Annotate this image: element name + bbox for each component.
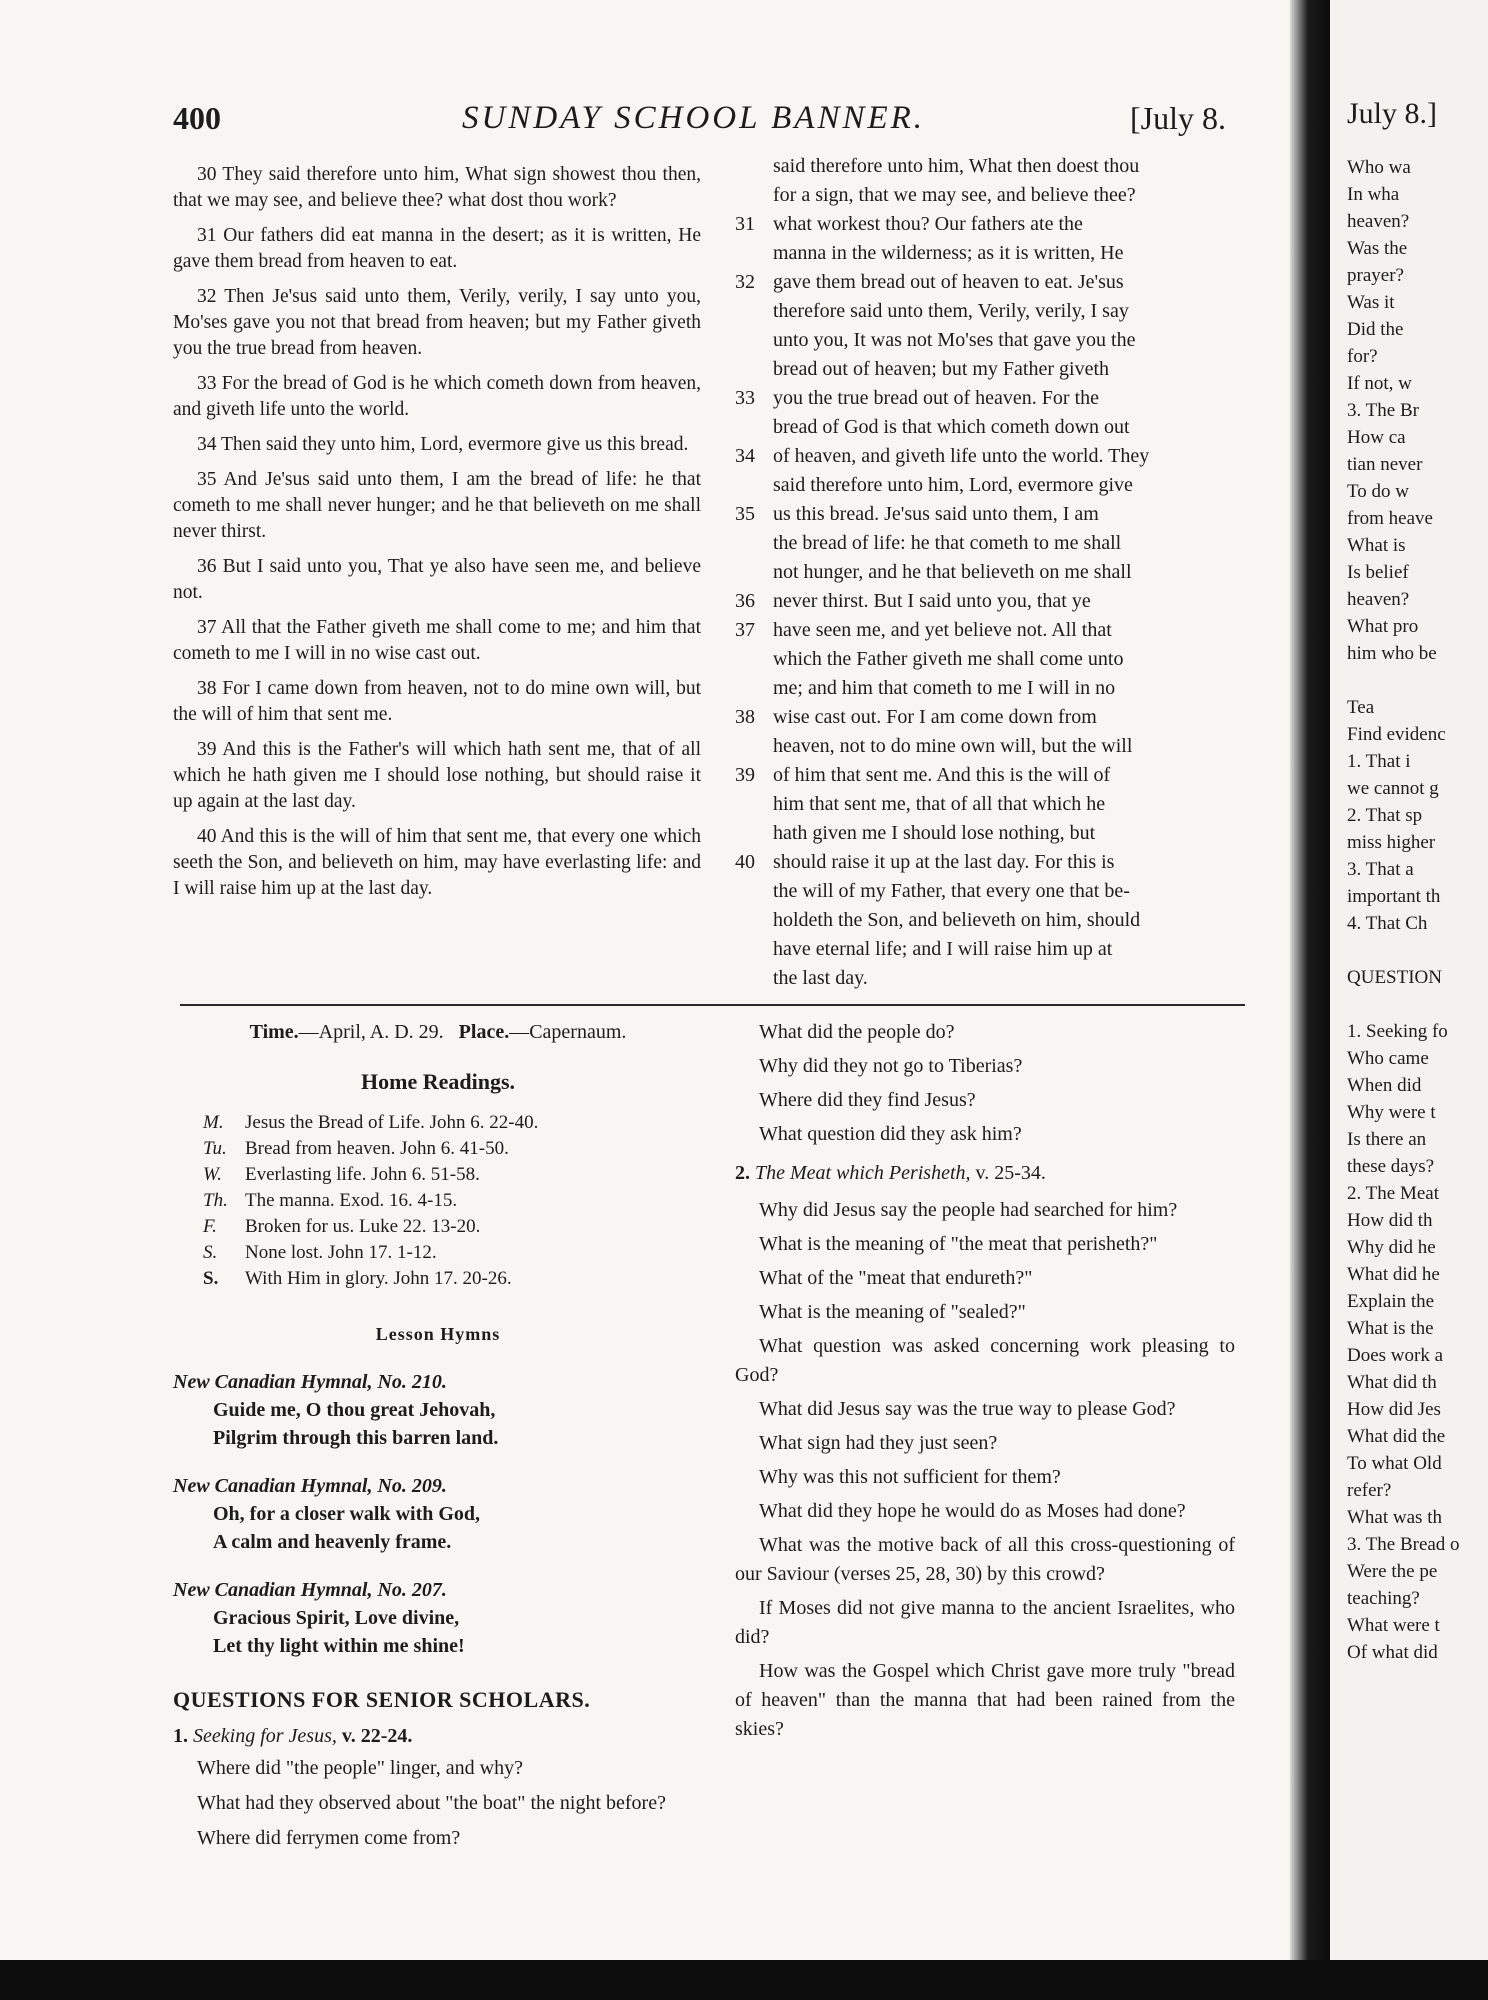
section-divider xyxy=(180,1004,1245,1006)
verse-text: bread out of heaven; but my Father giveth xyxy=(773,358,1110,380)
question: What did Jesus say was the true way to please God? xyxy=(759,1398,1176,1420)
right-page-line: him who be xyxy=(1347,643,1437,664)
lesson-hymns-heading: Lesson Hymns xyxy=(375,1324,501,1344)
time-place-line xyxy=(173,1018,703,1046)
verse-text: me; and him that cometh to me I will in no xyxy=(773,677,1116,699)
verse-text: bread of God is that which cometh down out xyxy=(773,416,1130,438)
hymn-line: Oh, for a closer walk with God, xyxy=(213,1503,481,1525)
right-page-line xyxy=(1347,991,1488,1018)
verse-text: unto you, It was not Mo'ses that gave you the xyxy=(773,329,1136,351)
verse-number: 39 xyxy=(735,764,755,786)
reading-text: None lost. John 17. 1-12. xyxy=(245,1242,437,1263)
right-page-line: What was th xyxy=(1347,1507,1442,1528)
verse-number: 34 xyxy=(735,445,755,467)
verse-text: not hunger, and he that believeth on me shall xyxy=(773,561,1132,583)
hymn-line: A calm and heavenly frame. xyxy=(213,1531,452,1553)
reading-text: Everlasting life. John 6. 51-58. xyxy=(245,1164,480,1185)
right-page-line: for? xyxy=(1347,346,1378,367)
verse-line xyxy=(735,906,1240,935)
section-heading xyxy=(735,1159,1235,1188)
question: What did the people do? xyxy=(759,1021,955,1043)
section-title: The Meat which Perisheth, xyxy=(755,1162,971,1184)
verse-paragraph: 37 All that the Father giveth me shall come to me; and him that cometh to me I will in no wise cast out. xyxy=(173,617,701,664)
question: Where did ferrymen come from? xyxy=(197,1827,461,1849)
verse-line xyxy=(735,616,1240,645)
right-page-line: Was the xyxy=(1347,238,1408,259)
verse-text: which the Father giveth me shall come unto xyxy=(773,648,1124,670)
right-page-line: 2. The Meat xyxy=(1347,1183,1439,1204)
right-page-line: What did he xyxy=(1347,1264,1440,1285)
question: Where did "the people" linger, and why? xyxy=(197,1757,523,1779)
verse-text: have seen me, and yet believe not. All that xyxy=(773,619,1112,641)
verse-number: 33 xyxy=(735,387,755,409)
right-page-line: refer? xyxy=(1347,1480,1392,1501)
verse-text: gave them bread out of heaven to eat. Je'sus xyxy=(773,271,1124,293)
place-value: —Capernaum. xyxy=(509,1021,627,1043)
verse-line xyxy=(735,268,1240,297)
reading-item xyxy=(173,1162,703,1188)
verse-line xyxy=(735,877,1240,906)
right-page-line: In wha xyxy=(1347,184,1400,205)
right-page-line: 4. That Ch xyxy=(1347,913,1428,934)
verse-line xyxy=(735,152,1240,181)
right-page-line: If not, w xyxy=(1347,373,1412,394)
right-page-line: What did th xyxy=(1347,1372,1437,1393)
verse-line xyxy=(735,732,1240,761)
right-page-line: When did xyxy=(1347,1075,1422,1096)
verse-number: 40 xyxy=(735,851,755,873)
right-page-line: Find evidenc xyxy=(1347,724,1446,745)
right-page-line: these days? xyxy=(1347,1156,1435,1177)
right-page-line: How did th xyxy=(1347,1210,1433,1231)
verse-number: 35 xyxy=(735,503,755,525)
right-page-line: heaven? xyxy=(1347,211,1410,232)
verse-text: the last day. xyxy=(773,967,868,989)
right-page-line: teaching? xyxy=(1347,1588,1420,1609)
verse-text: hath given me I should lose nothing, but xyxy=(773,822,1096,844)
right-page-line: Tea xyxy=(1347,697,1375,718)
question: What was the motive back of all this cross-questioning of our Saviour (verses 25, 28, 30) by this crowd? xyxy=(735,1534,1235,1585)
scripture-kjv-column xyxy=(173,162,701,911)
verse-line xyxy=(735,935,1240,964)
right-page-line: Was it xyxy=(1347,292,1395,313)
hymn-line: Pilgrim through this barren land. xyxy=(213,1427,499,1449)
hymn-entry xyxy=(173,1368,703,1452)
question: What sign had they just seen? xyxy=(759,1432,998,1454)
verse-line xyxy=(735,587,1240,616)
right-page-line: from heave xyxy=(1347,508,1433,529)
verse-text: therefore said unto them, Verily, verily, I say xyxy=(773,300,1129,322)
question: Why did they not go to Tiberias? xyxy=(759,1055,1023,1077)
right-page-line: What did the xyxy=(1347,1426,1446,1447)
verse-line xyxy=(735,500,1240,529)
time-label: Time. xyxy=(249,1021,299,1043)
right-page-line: important th xyxy=(1347,886,1441,907)
verse-paragraph: 31 Our fathers did eat manna in the desert; as it is written, He gave them bread from heaven to eat. xyxy=(173,225,701,272)
verse-line xyxy=(735,645,1240,674)
right-page-line: What is xyxy=(1347,535,1406,556)
home-readings-heading: Home Readings. xyxy=(361,1069,515,1094)
book-gutter xyxy=(1290,0,1330,2000)
right-page-line: Why did he xyxy=(1347,1237,1436,1258)
page-title: SUNDAY SCHOOL BANNER. xyxy=(462,100,926,136)
verse-number: 32 xyxy=(735,271,755,293)
reading-day: S. xyxy=(203,1242,218,1263)
verse-text: said therefore unto him, What then doest thou xyxy=(773,155,1140,177)
right-page-line: 3. The Bread o xyxy=(1347,1534,1460,1555)
verse-line xyxy=(735,819,1240,848)
hymn-line: Gracious Spirit, Love divine, xyxy=(213,1607,460,1629)
question: If Moses did not give manna to the ancient Israelites, who did? xyxy=(735,1597,1235,1648)
page-date: [July 8. xyxy=(1130,100,1226,136)
verse-line xyxy=(735,181,1240,210)
right-page-line: What were t xyxy=(1347,1615,1440,1636)
verse-line xyxy=(735,239,1240,268)
reading-day: W. xyxy=(203,1164,222,1185)
reading-item xyxy=(173,1188,703,1214)
hymn-line: Guide me, O thou great Jehovah, xyxy=(213,1399,496,1421)
right-page-line: How did Jes xyxy=(1347,1399,1441,1420)
right-page-line: To what Old xyxy=(1347,1453,1442,1474)
right-page-line: What is the xyxy=(1347,1318,1434,1339)
verse-line xyxy=(735,848,1240,877)
question: Why did Jesus say the people had searched for him? xyxy=(759,1199,1178,1221)
question: What is the meaning of "the meat that perisheth?" xyxy=(759,1233,1158,1255)
senior-questions-heading: QUESTIONS FOR SENIOR SCHOLARS. xyxy=(173,1687,591,1712)
question: What did they hope he would do as Moses had done? xyxy=(759,1500,1186,1522)
reading-item xyxy=(173,1136,703,1162)
verse-text: should raise it up at the last day. For this is xyxy=(773,851,1115,873)
reading-text: Bread from heaven. John 6. 41-50. xyxy=(245,1138,509,1159)
right-page-line: 3. That a xyxy=(1347,859,1414,880)
reading-item xyxy=(173,1110,703,1136)
verse-paragraph: 30 They said therefore unto him, What sign showest thou then, that we may see, and believe thee? what dost thou work? xyxy=(173,164,701,211)
verse-paragraph: 33 For the bread of God is he which cometh down from heaven, and giveth life unto the world. xyxy=(173,373,701,420)
verse-text: of him that sent me. And this is the will of xyxy=(773,764,1111,786)
reading-day: Th. xyxy=(203,1190,228,1211)
verse-line xyxy=(735,326,1240,355)
verse-line xyxy=(735,703,1240,732)
right-page-line: 1. Seeking fo xyxy=(1347,1021,1448,1042)
verse-line xyxy=(735,674,1240,703)
right-page-line: heaven? xyxy=(1347,589,1410,610)
verse-text: him that sent me, that of all that which he xyxy=(773,793,1106,815)
question: What question was asked concerning work pleasing to God? xyxy=(735,1335,1235,1386)
verse-text: you the true bread out of heaven. For the xyxy=(773,387,1100,409)
section-ref: v. 22-24. xyxy=(341,1725,413,1747)
verse-paragraph: 38 For I came down from heaven, not to do mine own will, but the will of him that sent me. xyxy=(173,678,701,725)
question: What question did they ask him? xyxy=(759,1123,1022,1145)
reading-text: Jesus the Bread of Life. John 6. 22-40. xyxy=(245,1112,539,1133)
scan-border xyxy=(0,1960,1488,2000)
hymn-source: New Canadian Hymnal, No. 209. xyxy=(173,1475,447,1497)
hymn-entry xyxy=(173,1576,703,1660)
right-page-text xyxy=(1347,97,1488,1666)
verse-text: us this bread. Je'sus said unto them, I am xyxy=(773,503,1099,525)
verse-text: never thirst. But I said unto you, that ye xyxy=(773,590,1091,612)
right-page-line: What pro xyxy=(1347,616,1419,637)
section-number: 2. xyxy=(735,1162,750,1184)
verse-paragraph: 39 And this is the Father's will which hath sent me, that of all which he hath given me I should lose nothing, but should raise it up again at the last day. xyxy=(173,739,701,812)
verse-line xyxy=(735,558,1240,587)
verse-paragraph: 36 But I said unto you, That ye also have seen me, and believe not. xyxy=(173,556,701,603)
right-page-line: 2. That sp xyxy=(1347,805,1423,826)
verse-text: manna in the wilderness; as it is written, He xyxy=(773,242,1124,264)
right-page-line: 1. That i xyxy=(1347,751,1411,772)
right-page-line: 3. The Br xyxy=(1347,400,1419,421)
question: What had they observed about "the boat" the night before? xyxy=(197,1792,666,1814)
verse-paragraph: 32 Then Je'sus said unto them, Verily, verily, I say unto you, Mo'ses gave you not that bread from heaven; but my Father giveth you the true bread from heaven. xyxy=(173,286,701,359)
right-page-line: Who came xyxy=(1347,1048,1429,1069)
right-page-line: Of what did xyxy=(1347,1642,1438,1663)
right-page-line: QUESTION xyxy=(1347,967,1442,988)
verse-line xyxy=(735,790,1240,819)
reading-item xyxy=(173,1266,703,1292)
right-page-line: To do w xyxy=(1347,481,1410,502)
verse-paragraph: 34 Then said they unto him, Lord, evermore give us this bread. xyxy=(197,434,689,455)
verse-line xyxy=(735,210,1240,239)
reading-day: S. xyxy=(203,1268,219,1289)
page-number: 400 xyxy=(173,100,221,136)
reading-day: M. xyxy=(203,1112,224,1133)
verse-text: said therefore unto him, Lord, evermore give xyxy=(773,474,1133,496)
question: Why was this not sufficient for them? xyxy=(759,1466,1061,1488)
right-page-line: Is there an xyxy=(1347,1129,1427,1150)
verse-text: of heaven, and giveth life unto the world. They xyxy=(773,445,1150,467)
section-ref: v. 25-34. xyxy=(975,1162,1046,1184)
right-page-line: Does work a xyxy=(1347,1345,1444,1366)
verse-line xyxy=(735,297,1240,326)
verse-line xyxy=(735,529,1240,558)
place-label: Place. xyxy=(458,1021,510,1043)
reading-text: Broken for us. Luke 22. 13-20. xyxy=(245,1216,481,1237)
verse-line xyxy=(735,761,1240,790)
section-heading xyxy=(173,1722,703,1750)
right-page-line xyxy=(1347,667,1488,694)
reading-day: F. xyxy=(203,1216,217,1237)
hymn-source: New Canadian Hymnal, No. 210. xyxy=(173,1371,447,1393)
right-page-line: miss higher xyxy=(1347,832,1436,853)
verse-line xyxy=(735,442,1240,471)
verse-paragraph: 40 And this is the will of him that sent me, that every one which seeth the Son, and believeth on him, may have everlasting life: and I will raise him up at the last day. xyxy=(173,826,701,899)
right-page-line: tian never xyxy=(1347,454,1423,475)
section-number: 1. xyxy=(173,1725,188,1747)
verse-line xyxy=(735,471,1240,500)
verse-text: for a sign, that we may see, and believe thee? xyxy=(773,184,1136,206)
hymn-line: Let thy light within me shine! xyxy=(213,1635,465,1657)
verse-line xyxy=(735,413,1240,442)
verse-number: 37 xyxy=(735,619,755,641)
right-page-line: Who wa xyxy=(1347,157,1411,178)
verse-line xyxy=(735,384,1240,413)
verse-number: 36 xyxy=(735,590,755,612)
right-page-line: prayer? xyxy=(1347,265,1404,286)
verse-paragraph: 35 And Je'sus said unto them, I am the bread of life: he that cometh to me shall never hunger; and he that believeth on me shall never thirst. xyxy=(173,469,701,542)
right-page-line: Explain the xyxy=(1347,1291,1435,1312)
hymn-source: New Canadian Hymnal, No. 207. xyxy=(173,1579,447,1601)
verse-number: 38 xyxy=(735,706,755,728)
right-page-line: Did the xyxy=(1347,319,1404,340)
verse-text: have eternal life; and I will raise him up at xyxy=(773,938,1113,960)
right-page-line: we cannot g xyxy=(1347,778,1439,799)
questions-column xyxy=(735,1018,1235,1749)
question: What of the "meat that endureth?" xyxy=(759,1267,1033,1289)
verse-line xyxy=(735,355,1240,384)
question: Where did they find Jesus? xyxy=(759,1089,976,1111)
right-page-line: Is belief xyxy=(1347,562,1409,583)
right-page-line: How ca xyxy=(1347,427,1406,448)
verse-text: heaven, not to do mine own will, but the will xyxy=(773,735,1133,757)
verse-text: wise cast out. For I am come down from xyxy=(773,706,1097,728)
verse-text: the will of my Father, that every one that be- xyxy=(773,880,1130,902)
lesson-notes-column xyxy=(173,1018,703,1859)
right-page-line xyxy=(1347,937,1488,964)
hymn-entry xyxy=(173,1472,703,1556)
reading-day: Tu. xyxy=(203,1138,227,1159)
question: What is the meaning of "sealed?" xyxy=(759,1301,1026,1323)
right-page-header: July 8.] xyxy=(1347,97,1437,130)
time-value: —April, A. D. 29. xyxy=(298,1021,444,1043)
question: How was the Gospel which Christ gave more truly "bread of heaven" than the manna that had been rained from the skies? xyxy=(735,1660,1235,1740)
reading-item xyxy=(173,1214,703,1240)
reading-text: With Him in glory. John 17. 20-26. xyxy=(245,1268,512,1289)
scripture-revised-column xyxy=(735,152,1240,993)
verse-text: what workest thou? Our fathers ate the xyxy=(773,213,1083,235)
right-page-line: Were the pe xyxy=(1347,1561,1438,1582)
right-page-line: Why were t xyxy=(1347,1102,1436,1123)
verse-text: holdeth the Son, and believeth on him, should xyxy=(773,909,1141,931)
verse-number: 31 xyxy=(735,213,755,235)
verse-line xyxy=(735,964,1240,993)
section-title: Seeking for Jesus, xyxy=(193,1725,337,1747)
reading-item xyxy=(173,1240,703,1266)
reading-text: The manna. Exod. 16. 4-15. xyxy=(245,1190,458,1211)
verse-text: the bread of life: he that cometh to me shall xyxy=(773,532,1122,554)
